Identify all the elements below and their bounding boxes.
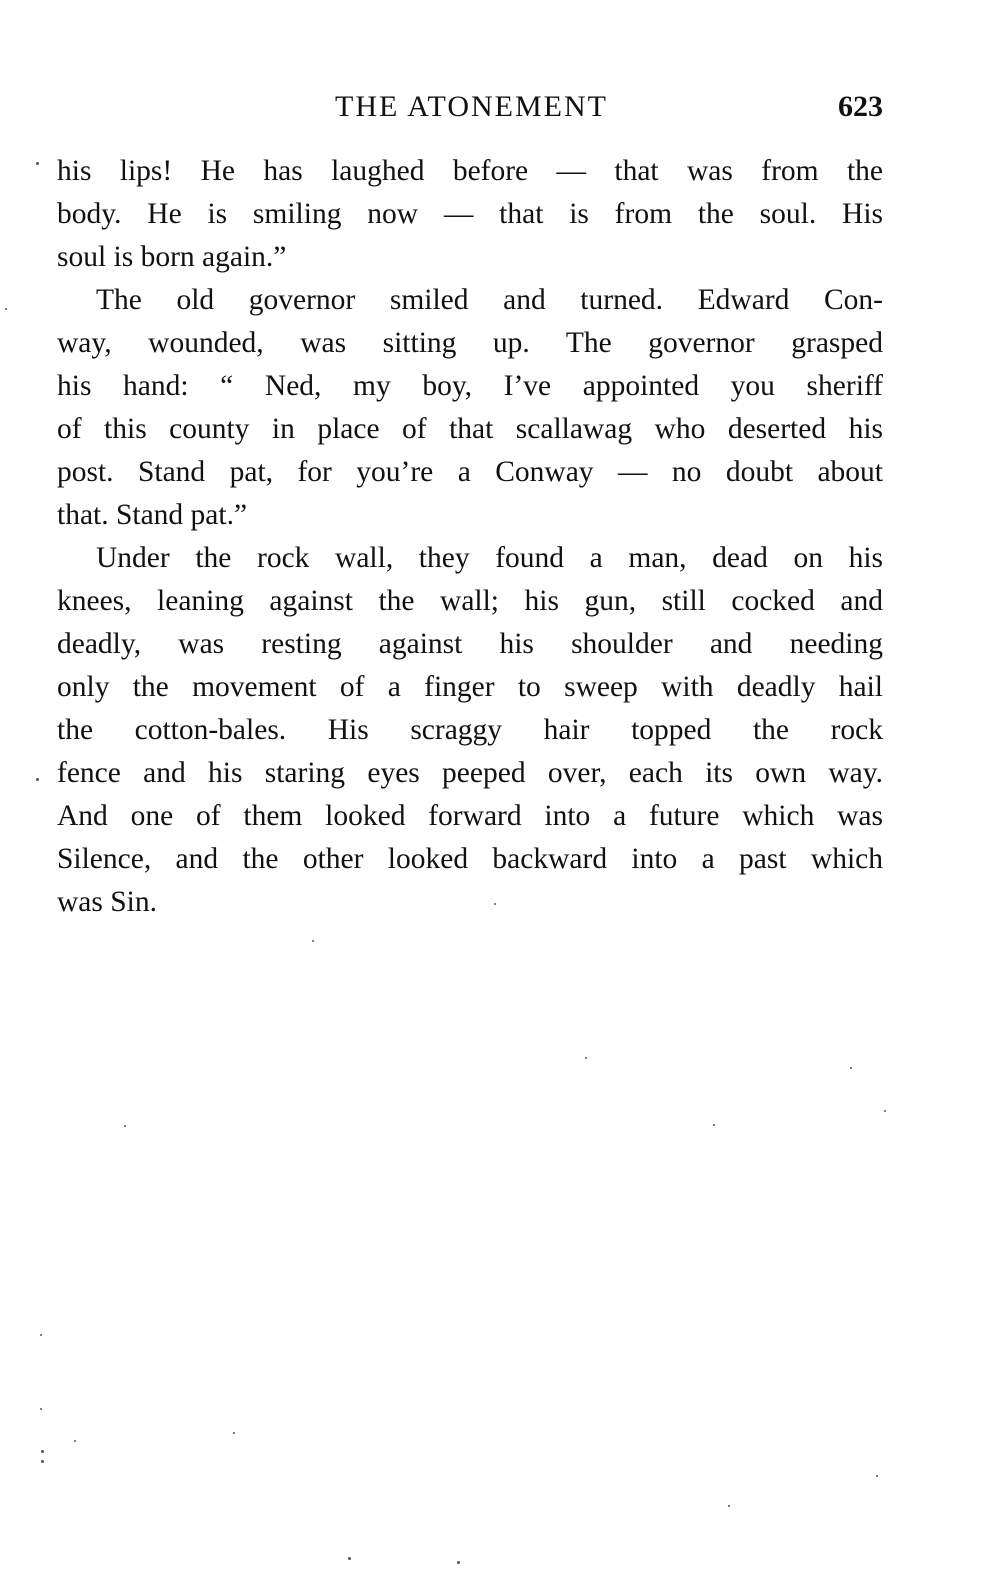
scan-speck bbox=[124, 1125, 126, 1127]
scan-speck bbox=[494, 903, 496, 905]
body-text bbox=[57, 150, 883, 924]
text-line: fence and his staring eyes peeped over, each its own way. bbox=[57, 757, 883, 789]
scan-speck bbox=[36, 778, 39, 781]
paragraph bbox=[57, 150, 883, 279]
scan-speck bbox=[36, 162, 39, 165]
text-line: his lips! He has laughed before — that was from the bbox=[57, 155, 883, 187]
text-line: that. Stand pat.” bbox=[57, 499, 248, 531]
text-line: soul is born again.” bbox=[57, 241, 287, 273]
scan-speck bbox=[585, 1057, 587, 1059]
text-line: way, wounded, was sitting up. The governor grasped bbox=[57, 327, 883, 359]
text-line: body. He is smiling now — that is from the soul. His bbox=[57, 198, 883, 230]
scan-speck bbox=[74, 1440, 76, 1442]
scan-speck bbox=[41, 1460, 44, 1463]
running-head bbox=[60, 82, 883, 132]
scan-speck bbox=[41, 1450, 44, 1453]
scan-speck bbox=[40, 1408, 42, 1410]
text-line: The old governor smiled and turned. Edward Con- bbox=[96, 284, 883, 316]
running-title: THE ATONEMENT bbox=[335, 90, 608, 123]
scan-speck bbox=[457, 1561, 460, 1564]
paragraph bbox=[57, 537, 883, 924]
text-line: of this county in place of that scallawag who deserted his bbox=[57, 413, 883, 445]
text-line: the cotton-bales. His scraggy hair topped the rock bbox=[57, 714, 883, 746]
text-line: only the movement of a finger to sweep with deadly hail bbox=[57, 671, 883, 703]
text-line: Silence, and the other looked backward into a past which bbox=[57, 843, 883, 875]
scan-speck bbox=[312, 940, 314, 942]
text-line: And one of them looked forward into a future which was bbox=[57, 800, 883, 832]
text-line: deadly, was resting against his shoulder and needing bbox=[57, 628, 883, 660]
scan-speck bbox=[728, 1505, 730, 1507]
scan-speck bbox=[850, 1067, 852, 1069]
text-line: knees, leaning against the wall; his gun, still cocked and bbox=[57, 585, 883, 617]
scan-speck bbox=[5, 308, 7, 310]
scan-speck bbox=[884, 1110, 886, 1112]
text-line: post. Stand pat, for you’re a Conway — no doubt about bbox=[57, 456, 883, 488]
scan-speck bbox=[713, 1124, 715, 1126]
text-line: Under the rock wall, they found a man, dead on his bbox=[96, 542, 883, 574]
scan-speck bbox=[876, 1475, 878, 1477]
scan-speck bbox=[40, 1334, 42, 1336]
page-number: 623 bbox=[838, 90, 883, 123]
text-line: his hand: “ Ned, my boy, I’ve appointed you sheriff bbox=[57, 370, 883, 402]
text-line: was Sin. bbox=[57, 886, 157, 918]
scan-speck bbox=[233, 1432, 235, 1434]
scan-speck bbox=[348, 1557, 351, 1560]
paragraph bbox=[57, 279, 883, 537]
